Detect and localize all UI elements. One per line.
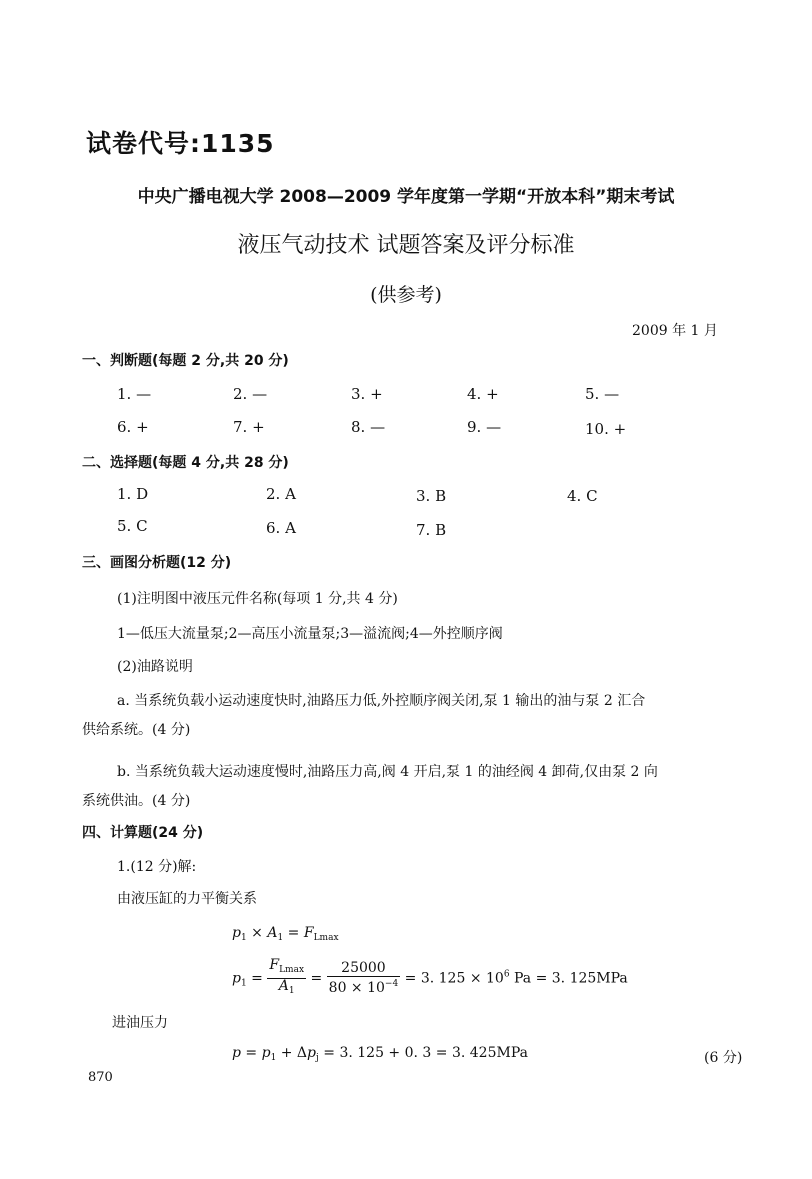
s2-answer-6: 6. A [266,519,296,537]
exam-code: 试卷代号:1135 [86,129,275,158]
s2-answer-4: 4. C [567,487,598,505]
s3-part1-body: 1—低压大流量泵;2—高压小流量泵;3—溢流阀;4—外控顺序阀 [117,626,503,642]
s1-answer-9: 9. — [467,418,502,436]
s1-answer-3: 3. + [351,385,383,403]
s1-answer-7: 7. + [233,418,265,436]
s3-part1-title: (1)注明图中液压元件名称(每项 1 分,共 4 分) [117,591,398,607]
formula-pressure-p1: $p_1$ = $\frac{F_{Lmax}}{A_1}$ = $\frac{25000}{80 \times 10^{-4}}$ = 3. $125 \times 10^6$ Pa = 3. 125MPa [232,957,628,996]
s4-score: (6 分) [704,1050,743,1066]
section3-heading: 三、画图分析题(12 分) [82,555,232,571]
s3-b-line2: 系统供油。(4 分) [82,793,191,809]
reference-note: (供参考) [370,284,442,306]
s1-answer-2: 2. — [233,385,268,403]
section4-heading: 四、计算题(24 分) [82,825,204,841]
s2-answer-5: 5. C [117,517,148,535]
s3-b-line1: b. 当系统负载大运动速度慢时,油路压力高,阀 4 开启,泵 1 的油经阀 4 卸荷,仅由泵 2 向 [117,764,658,780]
document-title: 液压气动技术 试题答案及评分标准 [237,233,575,258]
s2-answer-7: 7. B [416,521,447,539]
s3-a-line1: a. 当系统负载小运动速度快时,油路压力低,外控顺序阀关闭,泵 1 输出的油与泵 2 汇合 [117,693,646,709]
exam-date: 2009 年 1 月 [632,323,718,339]
s1-answer-6: 6. + [117,418,149,436]
s2-answer-3: 3. B [416,487,447,505]
s4-q1-label: 1.(12 分)解: [117,859,197,875]
s1-answer-8: 8. — [351,418,386,436]
s2-answer-1: 1. D [117,485,149,503]
s1-answer-1: 1. — [117,385,152,403]
s1-answer-5: 5. — [585,385,620,403]
page-number: 870 [88,1070,113,1085]
s3-a-line2: 供给系统。(4 分) [82,722,191,738]
formula-force-balance: $p_1 \times A_1 = F_{Lmax}$ [232,925,339,943]
section1-heading: 一、判断题(每题 2 分,共 20 分) [82,353,289,369]
s4-inlet-text: 进油压力 [112,1015,168,1031]
s2-answer-2: 2. A [266,485,296,503]
s1-answer-4: 4. + [467,385,499,403]
s3-part2-title: (2)油路说明 [117,659,193,675]
university-exam-line: 中央广播电视大学 2008—2009 学年度第一学期“开放本科”期末考试 [137,187,675,207]
section2-heading: 二、选择题(每题 4 分,共 28 分) [82,455,289,471]
s1-answer-10: 10. + [585,420,627,438]
s4-balance-text: 由液压缸的力平衡关系 [117,891,257,907]
formula-inlet-pressure: $p = p_1 + \Delta p_j = 3$. 125 + 0. 3 = 3. 425MPa [232,1045,528,1063]
